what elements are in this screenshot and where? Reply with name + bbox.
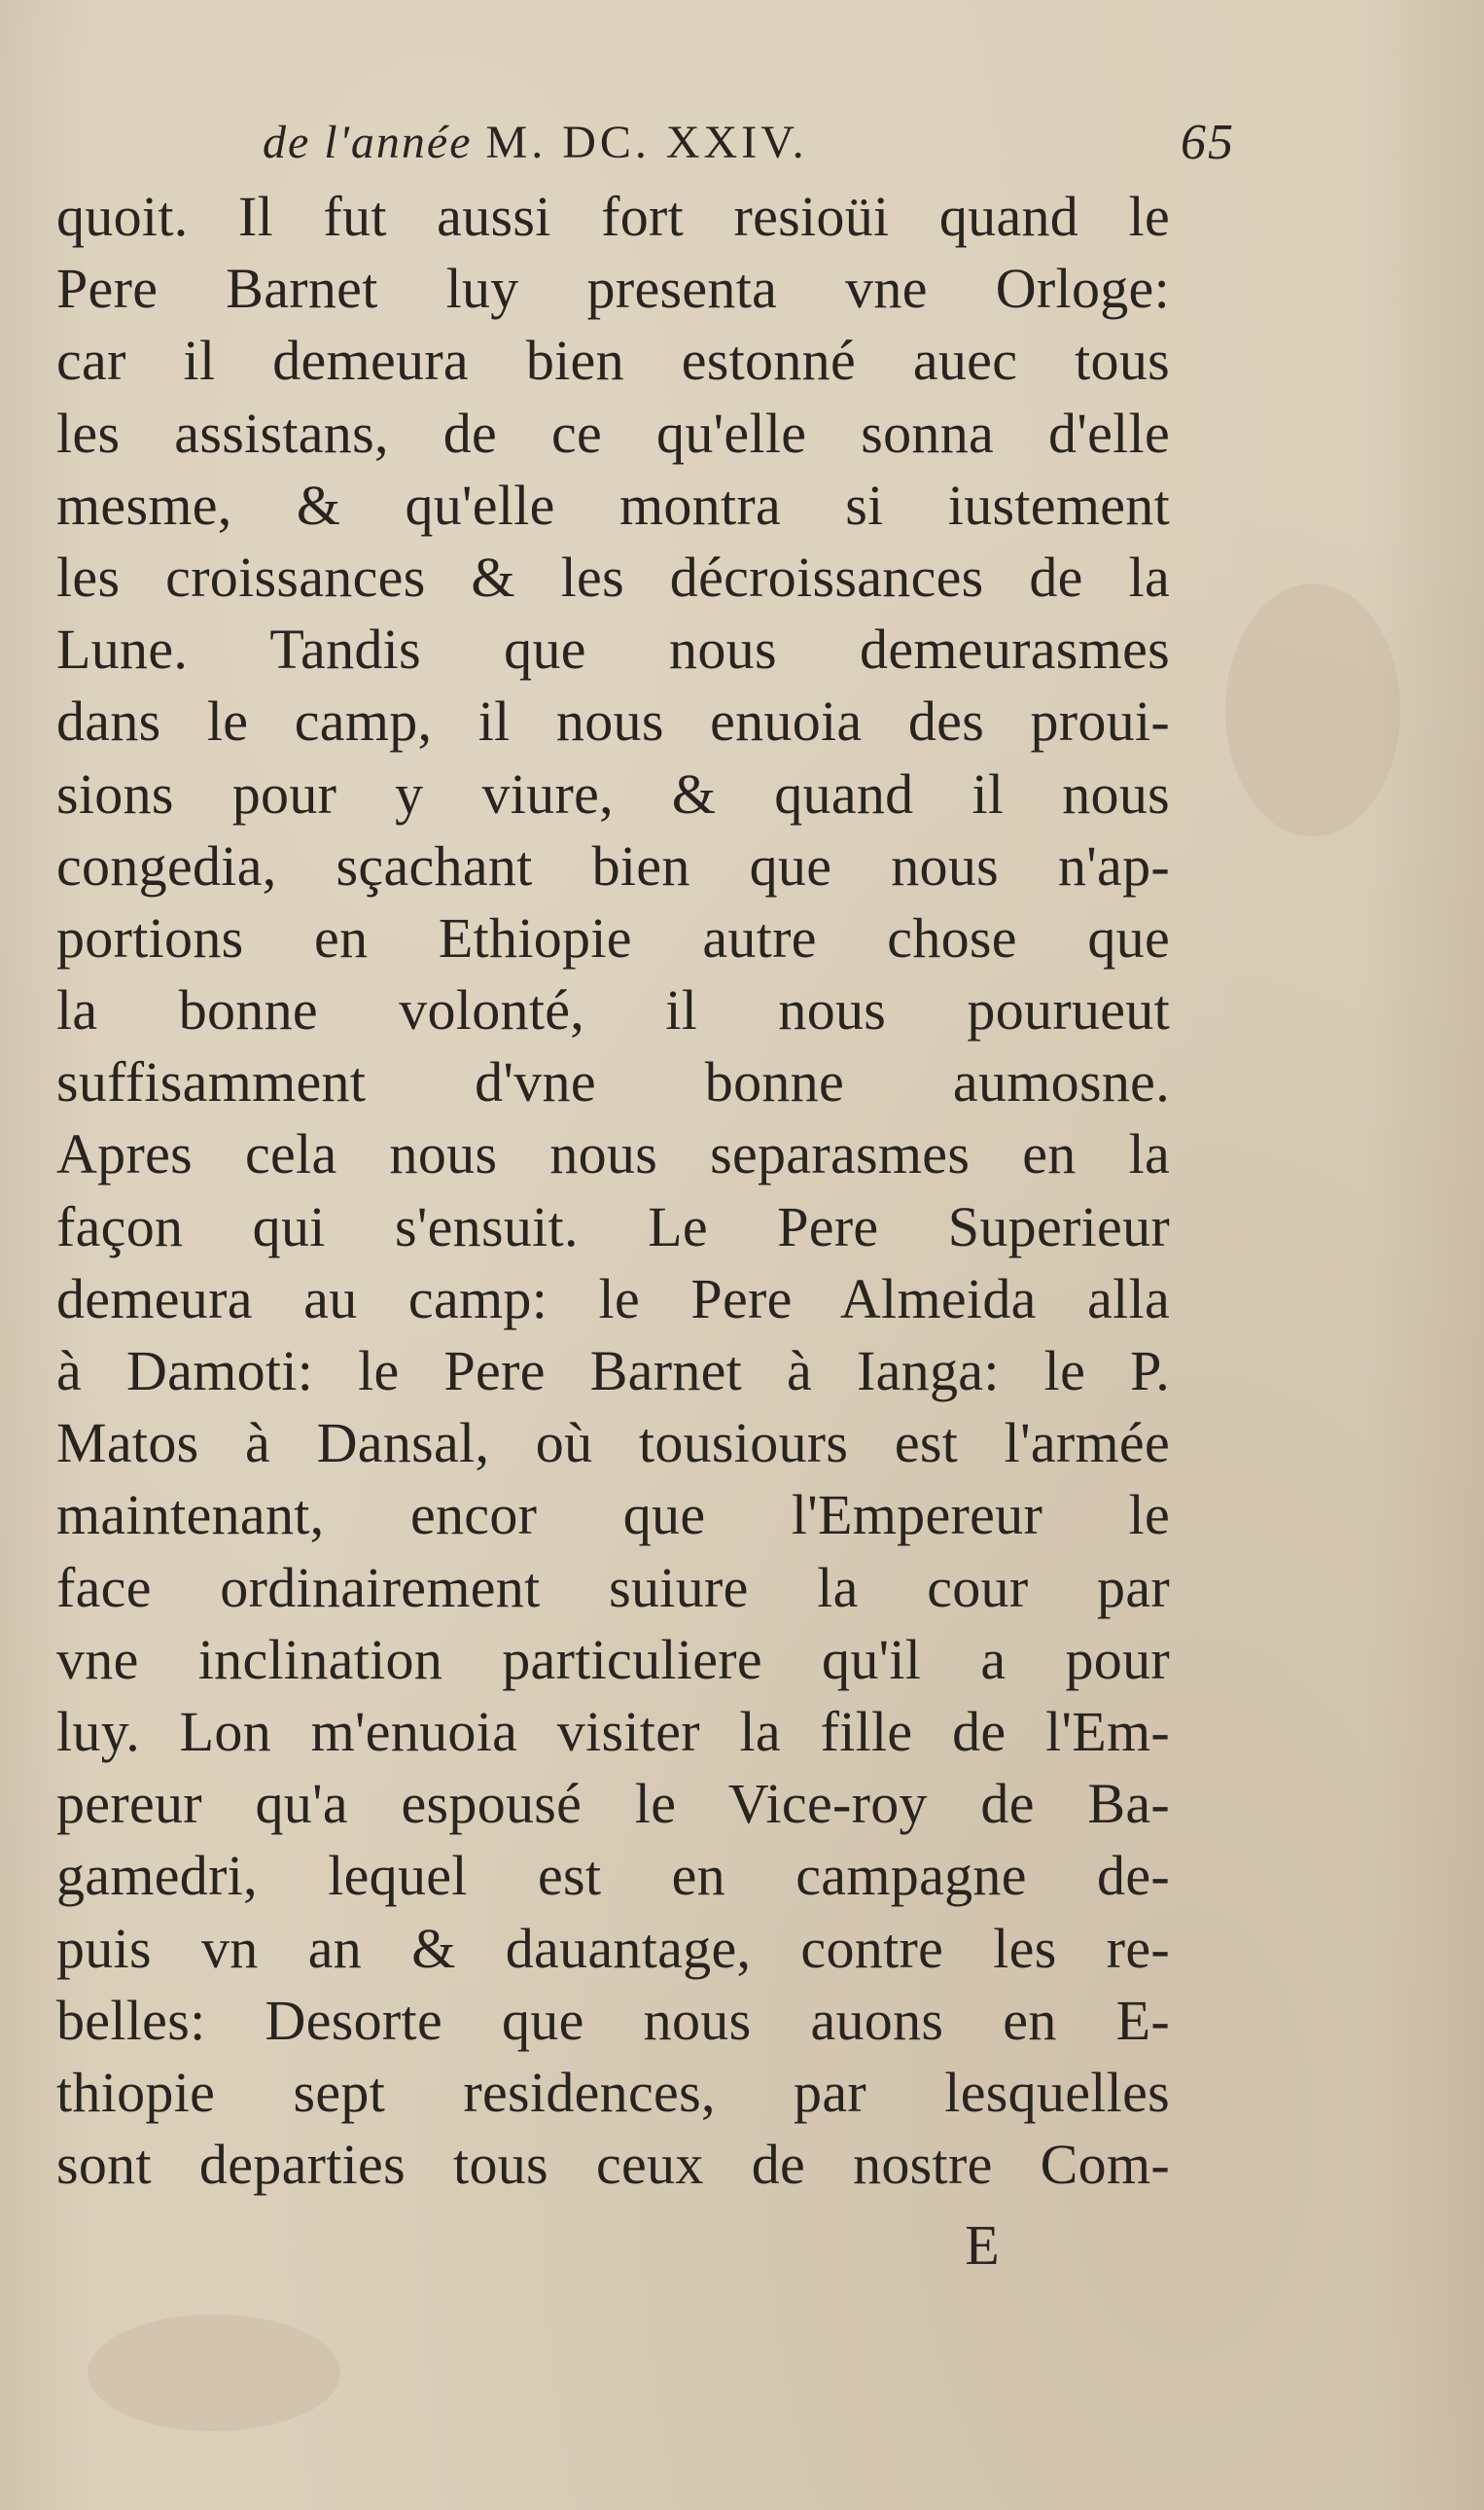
text-line: les assistans, de ce qu'elle sonna d'elle (56, 401, 1170, 465)
text-line: car il demeura bien estonné auec tous (56, 329, 1170, 393)
running-head-title: de l'année (263, 117, 473, 168)
text-line: maintenant, encor que l'Empereur le (56, 1483, 1170, 1547)
text-line: thiopie sept residences, par lesquelles (56, 2060, 1170, 2124)
text-line: Lune. Tandis que nous demeurasmes (56, 618, 1170, 682)
text-line: à Damoti: le Pere Barnet à Ianga: le P. (56, 1339, 1170, 1402)
text-line: portions en Ethiopie autre chose que (56, 905, 1170, 970)
text-line: quoit. Il fut aussi fort resioüi quand le (56, 185, 1170, 248)
text-line: belles: Desorte que nous auons en E- (56, 1988, 1170, 2052)
paper-stain (1225, 583, 1400, 836)
paper-stain (88, 2315, 340, 2431)
text-line: pereur qu'a espousé le Vice-roy de Ba- (56, 1772, 1170, 1836)
text-line: façon qui s'ensuit. Le Pere Superieur (56, 1194, 1170, 1258)
text-line: gamedri, lequel est en campagne de- (56, 1844, 1170, 1908)
running-head-year: M. DC. XXIV. (485, 117, 808, 168)
text-line: la bonne volonté, il nous pourueut (56, 978, 1170, 1043)
text-line: suffisamment d'vne bonne aumosne. (56, 1050, 1170, 1114)
text-line: vne inclination particuliere qu'il a pour (56, 1627, 1170, 1691)
text-line: congedia, sçachant bien que nous n'ap- (56, 833, 1170, 898)
text-line: les croissances & les décroissances de la (56, 545, 1170, 609)
text-line: luy. Lon m'enuoia visiter la fille de l'Em- (56, 1699, 1170, 1763)
text-line: mesme, & qu'elle montra si iustement (56, 473, 1170, 537)
text-line: face ordinairement suiure la cour par (56, 1555, 1170, 1619)
text-line: Pere Barnet luy presenta vne Orloge: (56, 257, 1170, 321)
text-line: Matos à Dansal, où tousiours est l'armée (56, 1411, 1170, 1475)
text-line: sont departies tous ceux de nostre Com- (56, 2133, 1170, 2197)
text-line: Apres cela nous nous separasmes en la (56, 1122, 1170, 1186)
text-line: demeura au camp: le Pere Almeida alla (56, 1266, 1170, 1330)
text-line: sions pour y viure, & quand il nous (56, 761, 1170, 826)
text-line: dans le camp, il nous enuoia des proui- (56, 689, 1170, 754)
running-head (263, 109, 1235, 177)
text-line: puis vn an & dauantage, contre les re- (56, 1916, 1170, 1980)
page-number: 65 (1181, 115, 1235, 170)
body-text (56, 181, 1170, 2201)
signature-mark: E (965, 2213, 1000, 2277)
